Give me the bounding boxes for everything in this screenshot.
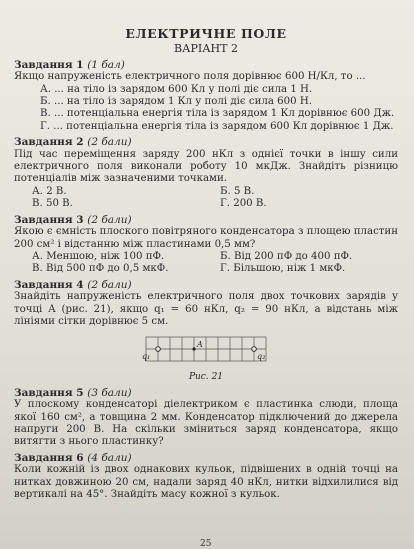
task-points: (2 бали) <box>87 278 132 291</box>
task-5-heading <box>14 387 398 399</box>
task-2-text: Під час переміщення заряду 200 нКл з однієї точки в іншу сили електричного поля виконали роботу 10 мкДж. Знайдіть різницю потенціалів між зазначеними точками. <box>14 148 398 185</box>
task-heading-label: Завдання 3 <box>14 213 84 226</box>
charge-q1-marker <box>156 347 161 352</box>
task-heading-label: Завдання 1 <box>14 58 84 71</box>
task-heading-label: Завдання 6 <box>14 451 84 464</box>
task-6-text: Коли кожній із двох однакових кульок, підвішених в одній точці на нитках довжиною 20 см, надали заряд 40 нКл, нитки відхилилися від вертикалі на 45°. Знайдіть масу кожної з кульок. <box>14 464 398 500</box>
page-title: ЕЛЕКТРИЧНЕ ПОЛЕ <box>125 26 287 41</box>
point-a-marker <box>192 348 195 351</box>
task-points: (1 бал) <box>87 58 125 71</box>
task-4-text: Знайдіть напруженість електричного поля двох точкових зарядів у точці A (рис. 21), якщо q₁ = 60 нКл, q₂ = 90 нКл, а відстань між лініями сітки дорівнює 5 см. <box>14 291 398 327</box>
task-points: (2 бали) <box>87 136 132 149</box>
task-3-text: Якою є ємність плоского повітряного конденсатора з площею пластин 200 см² і відстанню між пластинами 0,5 мм? <box>14 226 398 250</box>
label-q1: q₁ <box>142 352 151 362</box>
task-1-options <box>14 84 398 134</box>
task-points: (2 бали) <box>87 213 132 226</box>
task-5-text: У плоскому конденсаторі діелектриком є пластинка слюди, площа якої 160 см², а товщина 2 мм. Конденсатор підключений до джерела напруги 200 В. На скільки зміниться заряд конденсатора, якщо витягти з нього пластинку? <box>14 399 398 448</box>
answer-option: А. ... на тіло із зарядом 600 Кл у полі діє сила 1 Н. <box>40 83 313 95</box>
answer-option: В. ... потенціальна енергія тіла із зарядом 1 Кл дорівнює 600 Дж. <box>40 108 395 120</box>
grid-figure <box>136 331 278 367</box>
variant-heading: ВАРІАНТ 2 <box>174 42 238 56</box>
task-2-options <box>14 186 398 211</box>
answer-option: Б. ... на тіло із зарядом 1 Кл у полі діє сила 600 Н. <box>40 96 312 108</box>
task-1-text: Якщо напруженість електричного поля дорівнює 600 Н/Кл, то ... <box>14 71 366 83</box>
task-6-heading <box>14 452 398 464</box>
task-4-heading <box>14 279 398 291</box>
figure-caption: Рис. 21 <box>188 372 224 383</box>
answer-option: А. 2 В. <box>32 185 67 197</box>
answer-option: Г. 200 В. <box>220 198 267 210</box>
task-1-heading <box>14 59 398 71</box>
grid-lines <box>146 337 266 361</box>
page-content <box>14 28 398 501</box>
task-points: (3 бали) <box>87 386 132 399</box>
page-number: 25 <box>200 539 212 549</box>
task-heading-label: Завдання 5 <box>14 386 84 399</box>
task-3-options <box>14 251 398 276</box>
answer-option: А. Меншою, ніж 100 пФ. <box>32 250 165 262</box>
answer-option: В. Від 500 пФ до 0,5 мкФ. <box>32 263 169 275</box>
answer-option: В. 50 В. <box>32 198 73 210</box>
label-q2: q₂ <box>257 352 266 362</box>
answer-option: Г. Більшою, ніж 1 мкФ. <box>220 263 346 275</box>
answer-option: Б. Від 200 пФ до 400 пФ. <box>220 250 353 262</box>
answer-option: Б. 5 В. <box>220 185 255 197</box>
answer-option: Г. ... потенціальна енергія тіла із зарядом 600 Кл дорівнює 1 Дж. <box>40 120 394 132</box>
task-2-heading <box>14 136 398 148</box>
charge-q2-marker <box>252 347 257 352</box>
task-points: (4 бали) <box>87 451 132 464</box>
task-heading-label: Завдання 2 <box>14 136 84 149</box>
figure-21 <box>14 331 398 369</box>
task-heading-label: Завдання 4 <box>14 278 84 291</box>
task-3-heading <box>14 214 398 226</box>
label-a: A <box>197 340 203 350</box>
